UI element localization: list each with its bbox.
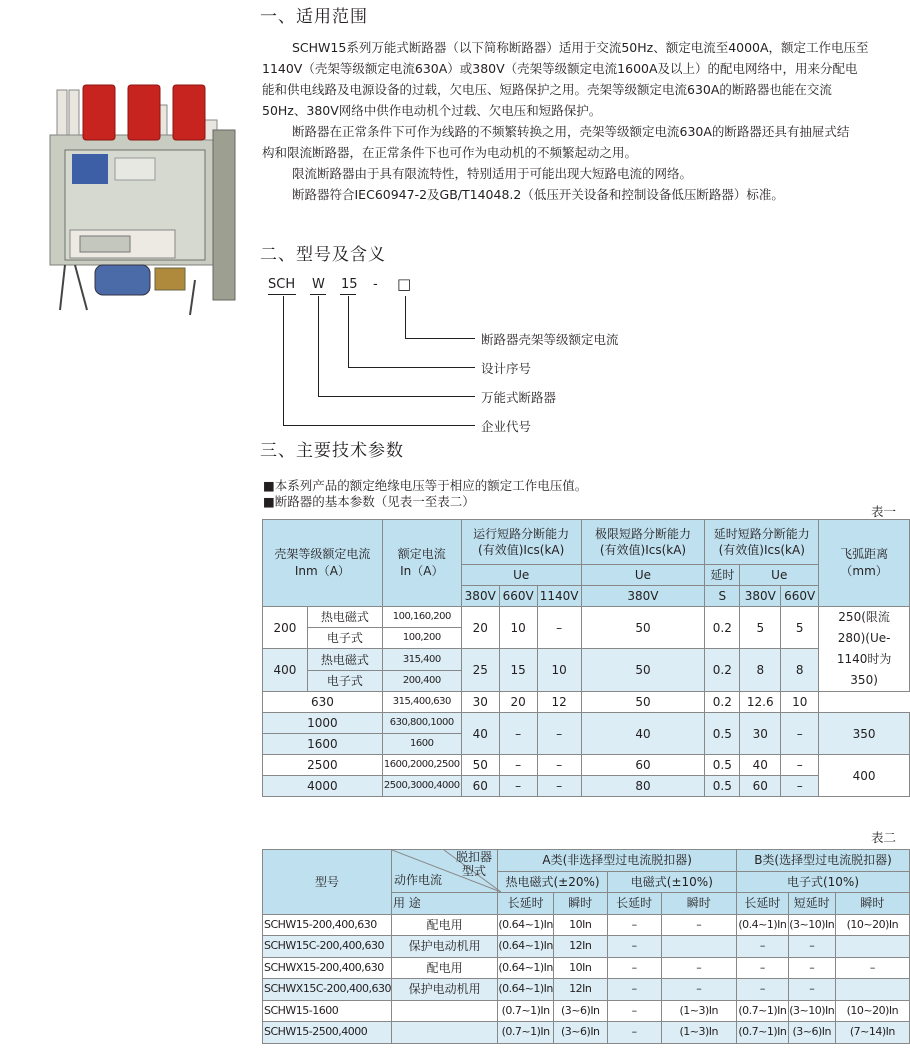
cell-rated: 100,200 [382, 628, 461, 649]
cell-value: (1~3)In [661, 1000, 736, 1022]
cell-value: 50 [461, 755, 499, 776]
table-row [263, 936, 910, 958]
cell-rated: 1600,2000,2500 [382, 755, 461, 776]
cell-use [391, 1000, 497, 1022]
cell-rated: 1600 [382, 734, 461, 755]
th-1140v: 1140V [537, 586, 581, 607]
cell-value: 20 [461, 607, 499, 649]
section-title-params: 三、主要技术参数 [260, 441, 404, 461]
cell-frame-200: 200 [263, 607, 308, 649]
cell-value: 0.5 [705, 713, 740, 755]
cell-value: 60 [461, 776, 499, 797]
scope-line: 能和供电线路及电源设备的过载，欠电压、短路保护之用。壳架等级额定电流630A的断路器也能在交流 [262, 82, 832, 97]
th-delay-380v: 380V [740, 586, 781, 607]
cell-value: – [737, 979, 789, 1001]
cell-value [835, 979, 909, 1001]
cell-value: (0.64~1)In [498, 914, 554, 936]
cell-value: (0.7~1)In [498, 1022, 554, 1044]
cell-value: – [781, 755, 819, 776]
cell-value: 60 [581, 755, 705, 776]
cell-value: (10~20)In [835, 914, 909, 936]
scope-line: 断路器符合IEC60947-2及GB/T14048.2（低压开关设备和控制设备低压断路器）标准。 [292, 187, 784, 202]
th-long-2: 长延时 [607, 893, 661, 915]
cell-value: (3~10)In [788, 1000, 835, 1022]
cell-value: – [607, 914, 661, 936]
cell-value: (7~14)In [835, 1022, 909, 1044]
cell-frame-630: 630 [263, 692, 383, 713]
table-row [263, 914, 910, 936]
cell-value: 10In [553, 914, 607, 936]
scope-line: 断路器在正常条件下可作为线路的不频繁转换之用，壳架等级额定电流630A的断路器还具有抽屉式结 [292, 124, 850, 139]
cell-model: SCHWX15-200,400,630 [263, 957, 392, 979]
scope-line: SCHW15系列万能式断路器（以下简称断路器）适用于交流50Hz、额定电流至4000A，额定工作电压至 [292, 40, 869, 55]
table1 [262, 519, 910, 797]
cell-rated: 200,400 [382, 671, 461, 692]
cell-value: – [737, 936, 789, 958]
cell-value [661, 936, 736, 958]
cell-value: 80 [581, 776, 705, 797]
th-arc-distance: 飞弧距离 （mm） [819, 520, 910, 607]
cell-value: – [788, 936, 835, 958]
cell-value: 10 [499, 607, 537, 649]
th-model: 型号 [263, 850, 392, 915]
cell-value: – [788, 957, 835, 979]
th-use: 用 途 [391, 893, 497, 915]
breaker-product-image [45, 80, 245, 320]
cell-model: SCHW15-200,400,630 [263, 914, 392, 936]
table2 [262, 849, 910, 1044]
section-title-scope: 一、适用范围 [260, 7, 368, 27]
cell-value: (10~20)In [835, 1000, 909, 1022]
cell-value: (0.64~1)In [498, 936, 554, 958]
cell-arc-400: 400 [819, 755, 910, 797]
cell-rated: 315,400 [382, 649, 461, 671]
cell-value: 10In [553, 957, 607, 979]
cell-value: 12In [553, 936, 607, 958]
cell-model: SCHW15-1600 [263, 1000, 392, 1022]
cell-rated: 630,800,1000 [382, 713, 461, 734]
table2-caption: 表二 [871, 830, 897, 845]
cell-value: – [537, 607, 581, 649]
cell-type-electronic: 电子式 [307, 671, 382, 692]
cell-frame-1600: 1600 [263, 734, 383, 755]
cell-value: (0.7~1)In [737, 1022, 789, 1044]
cell-value: 40 [461, 713, 499, 755]
cell-arc-250: 250(限流 280)(Ue- 1140时为 350) [819, 607, 910, 692]
th-limit-capacity: 极限短路分断能力 (有效值)Ics(kA) [581, 520, 705, 565]
th-short-3: 短延时 [788, 893, 835, 915]
cell-value: (0.7~1)In [498, 1000, 554, 1022]
cell-value: 5 [781, 607, 819, 649]
code-w: W [312, 277, 325, 292]
cell-type-electronic: 电子式 [307, 628, 382, 649]
cell-value: 50 [581, 649, 705, 692]
cell-value: (1~3)In [661, 1022, 736, 1044]
th-seconds: S [705, 586, 740, 607]
code-dash: - [373, 277, 378, 292]
cell-frame-2500: 2500 [263, 755, 383, 776]
cell-frame-4000: 4000 [263, 776, 383, 797]
cell-value: – [661, 979, 736, 1001]
cell-value: – [607, 1022, 661, 1044]
table-row [263, 1000, 910, 1022]
cell-use: 保护电动机用 [391, 979, 497, 1001]
code-15: 15 [341, 277, 358, 292]
label-design-no: 设计序号 [481, 361, 532, 376]
cell-value [835, 936, 909, 958]
cell-value: 50 [581, 607, 705, 649]
th-660v: 660V [499, 586, 537, 607]
cell-rated: 100,160,200 [382, 607, 461, 628]
cell-value: – [835, 957, 909, 979]
cell-value: – [499, 755, 537, 776]
label-company-code: 企业代号 [481, 419, 532, 434]
cell-rated: 315,400,630 [382, 692, 461, 713]
cell-value: (0.7~1)In [737, 1000, 789, 1022]
cell-value: – [661, 914, 736, 936]
cell-value: 0.5 [705, 755, 740, 776]
th-run-capacity: 运行短路分断能力 (有效值)Ics(kA) [461, 520, 581, 565]
cell-value: (3~10)In [788, 914, 835, 936]
th-delay-660v: 660V [781, 586, 819, 607]
scope-line: 50Hz、380V网络中供作电动机个过载、欠电压和短路保护。 [262, 103, 602, 118]
cell-model: SCHWX15C-200,400,630 [263, 979, 392, 1001]
th-release: 脱扣器 [455, 850, 492, 864]
cell-value: 30 [461, 692, 499, 713]
cell-value: 60 [740, 776, 781, 797]
scope-text [262, 37, 910, 205]
cell-rated: 2500,3000,4000 [382, 776, 461, 797]
scope-line: 1140V（壳架等级额定电流630A）或380V（壳架等级额定电流1600A及以上）的配电网络中，用来分配电 [262, 61, 858, 76]
cell-value: 8 [781, 649, 819, 692]
cell-value: – [781, 776, 819, 797]
scope-line: 限流断路器由于具有限流特性，特别适用于可能出现大短路电流的网络。 [292, 166, 693, 181]
cell-use [391, 1022, 497, 1044]
cell-value: 12 [537, 692, 581, 713]
th-inst-1: 瞬时 [553, 893, 607, 915]
cell-value: (3~6)In [788, 1022, 835, 1044]
table1-caption: 表一 [871, 504, 897, 519]
th-frame-current: 壳架等级额定电流 Inm（A） [263, 520, 383, 607]
th-class-b: B类(选择型过电流脱扣器) [737, 850, 910, 872]
cell-frame-400: 400 [263, 649, 308, 692]
cell-value: – [537, 776, 581, 797]
cell-value: (0.64~1)In [498, 979, 554, 1001]
th-380v: 380V [461, 586, 499, 607]
cell-value: 40 [740, 755, 781, 776]
cell-value: 20 [499, 692, 537, 713]
cell-value: 5 [740, 607, 781, 649]
cell-value: – [499, 776, 537, 797]
cell-value: – [788, 979, 835, 1001]
th-ue-delay: Ue [740, 565, 819, 586]
scope-line: 构和限流断路器，在正常条件下也可作为电动机的不频繁起动之用。 [262, 145, 638, 160]
cell-use: 保护电动机用 [391, 936, 497, 958]
cell-value: 30 [740, 713, 781, 755]
label-universal: 万能式断路器 [481, 390, 557, 405]
cell-value: 0.2 [705, 649, 740, 692]
note-2: ■断路器的基本参数（见表一至表二） [263, 494, 475, 509]
cell-value: 50 [581, 692, 705, 713]
cell-arc-350: 350 [819, 713, 910, 755]
cell-value: 0.2 [705, 607, 740, 649]
code-sch: SCH [268, 277, 296, 292]
label-frame-current: 断路器壳架等级额定电流 [481, 332, 619, 347]
cell-value: 10 [781, 692, 819, 713]
th-inst-2: 瞬时 [661, 893, 736, 915]
table-row [263, 957, 910, 979]
th-rated-current: 额定电流 In（A） [382, 520, 461, 607]
cell-value: 10 [537, 649, 581, 692]
cell-value: (3~6)In [553, 1022, 607, 1044]
cell-value: (3~6)In [553, 1000, 607, 1022]
cell-type-thermal: 热电磁式 [307, 649, 382, 671]
th-limit-380v: 380V [581, 586, 705, 607]
cell-value: – [607, 957, 661, 979]
code-box: □ [397, 275, 412, 293]
cell-value: (0.64~1)In [498, 957, 554, 979]
cell-value: 0.5 [705, 776, 740, 797]
cell-type-thermal: 热电磁式 [307, 607, 382, 628]
th-diagonal-header [391, 850, 497, 893]
th-class-a: A类(非选择型过电流脱扣器) [498, 850, 737, 872]
cell-value: 40 [581, 713, 705, 755]
cell-frame-1000: 1000 [263, 713, 383, 734]
cell-value: 15 [499, 649, 537, 692]
cell-value: 8 [740, 649, 781, 692]
table-row [263, 979, 910, 1001]
cell-value: 12In [553, 979, 607, 1001]
cell-value: – [537, 755, 581, 776]
cell-value: – [661, 957, 736, 979]
th-electronic: 电子式(10%) [737, 871, 910, 893]
cell-value: 0.2 [705, 692, 740, 713]
th-delay-label: 延时 [705, 565, 740, 586]
cell-model: SCHW15-2500,4000 [263, 1022, 392, 1044]
cell-value: 12.6 [740, 692, 781, 713]
th-ue-run: Ue [461, 565, 581, 586]
cell-value: – [607, 936, 661, 958]
th-delay-capacity: 延时短路分断能力 (有效值)Ics(kA) [705, 520, 819, 565]
cell-value: 25 [461, 649, 499, 692]
th-inst-3: 瞬时 [835, 893, 909, 915]
th-long-1: 长延时 [498, 893, 554, 915]
note-1: ■本系列产品的额定绝缘电压等于相应的额定工作电压值。 [263, 478, 588, 493]
section-title-model: 二、型号及含义 [260, 245, 386, 265]
th-em: 电磁式(±10%) [607, 871, 736, 893]
th-long-3: 长延时 [737, 893, 789, 915]
th-ue-limit: Ue [581, 565, 705, 586]
cell-value: – [537, 713, 581, 755]
cell-value: – [781, 713, 819, 755]
th-thermal: 热电磁式(±20%) [498, 871, 607, 893]
table-row [263, 1022, 910, 1044]
th-release-type: 型式 [461, 864, 486, 878]
cell-model: SCHW15C-200,400,630 [263, 936, 392, 958]
cell-value: – [737, 957, 789, 979]
cell-value: – [607, 1000, 661, 1022]
cell-value: – [607, 979, 661, 1001]
th-action-current: 动作电流 [393, 873, 442, 887]
cell-use: 配电用 [391, 914, 497, 936]
cell-use: 配电用 [391, 957, 497, 979]
cell-value: – [499, 713, 537, 755]
cell-value: (0.4~1)In [737, 914, 789, 936]
